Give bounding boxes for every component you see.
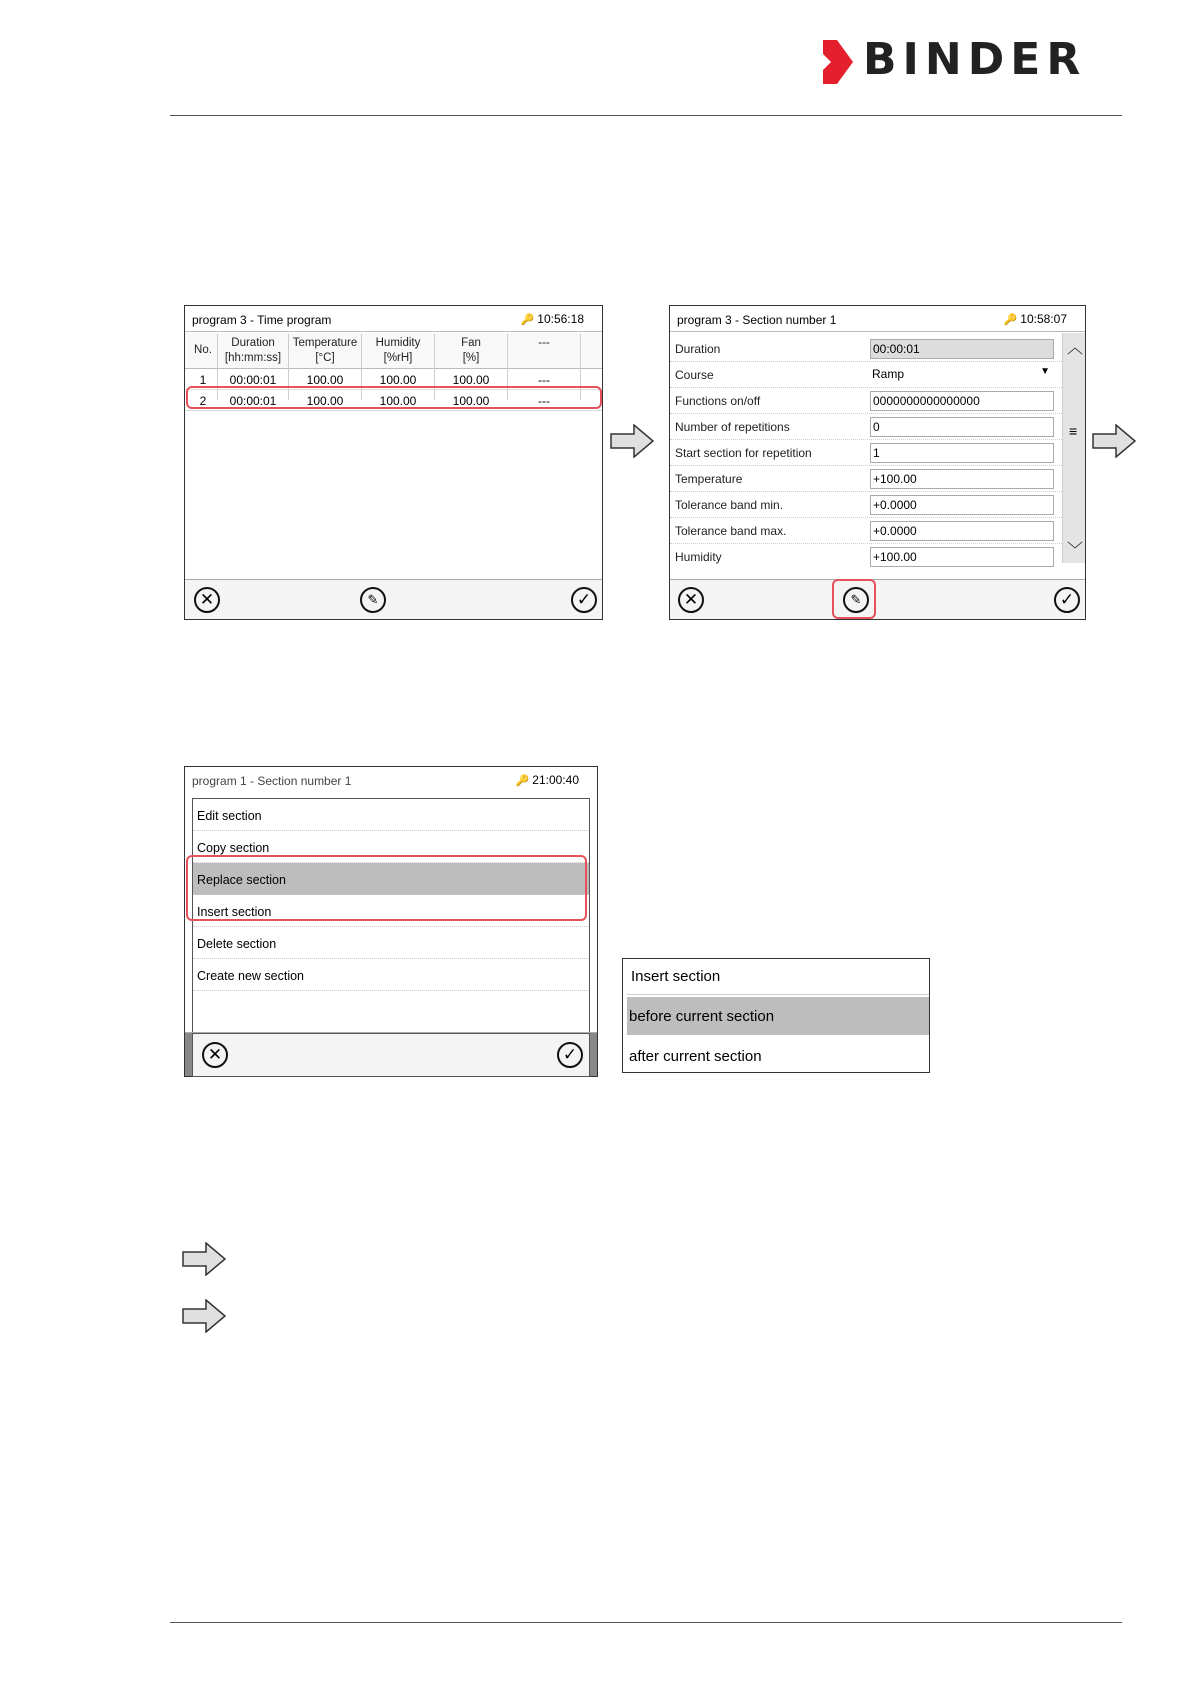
- col-duration: Duration [hh:mm:ss]: [224, 337, 282, 364]
- cancel-icon[interactable]: ✕: [202, 1042, 228, 1068]
- col-temperature: Temperature [°C]: [292, 337, 358, 364]
- param-value[interactable]: 1: [870, 443, 1054, 463]
- menu-item-delete[interactable]: Delete section: [193, 927, 589, 959]
- screen-title-bar: [185, 306, 602, 332]
- highlight-replace-insert: [186, 855, 587, 921]
- scroll-handle-icon[interactable]: ≡: [1069, 423, 1078, 439]
- dropdown-icon: ▼: [1040, 366, 1050, 377]
- scroll-up-icon[interactable]: ︿: [1067, 340, 1084, 357]
- section-edit-screen: [669, 305, 1086, 620]
- next-arrow-icon: [1092, 424, 1136, 458]
- screen-footer: [185, 579, 602, 619]
- lock-key-icon: 🔑: [515, 775, 530, 787]
- clock: [516, 773, 579, 787]
- screen-title: program 1 - Section number 1: [192, 774, 352, 788]
- confirm-icon[interactable]: ✓: [557, 1042, 583, 1068]
- clock-time: 10:58:07: [1020, 312, 1067, 326]
- param-value[interactable]: +100.00: [870, 469, 1054, 489]
- menu-footer: [192, 1033, 590, 1077]
- col-fan: Fan [%]: [461, 337, 481, 364]
- col-no: No.: [194, 344, 212, 356]
- table-row[interactable]: 2 00:00:01 100.00 100.00 100.00 ---: [185, 390, 602, 411]
- brand-name: BINDER: [863, 34, 1087, 85]
- param-value[interactable]: +100.00: [870, 547, 1054, 567]
- clock-time: 21:00:40: [532, 773, 579, 787]
- clock: [1004, 312, 1067, 326]
- screen-title: program 3 - Time program: [192, 313, 332, 327]
- time-program-screen: [184, 305, 603, 620]
- clock-time: 10:56:18: [537, 312, 584, 326]
- param-value[interactable]: +0.0000: [870, 521, 1054, 541]
- table-row[interactable]: 1 00:00:01 100.00 100.00 100.00 ---: [185, 369, 602, 390]
- binder-logo-arrow-icon: [823, 40, 853, 84]
- screen-footer: [670, 579, 1085, 619]
- menu-item-copy[interactable]: Copy section: [193, 831, 589, 863]
- highlight-row-2: [186, 386, 602, 409]
- col-extra: ---: [538, 337, 550, 349]
- course-select[interactable]: Ramp ▼: [872, 366, 1050, 381]
- param-row: Duration 00:00:01: [670, 336, 1062, 362]
- next-arrow-icon: [182, 1299, 226, 1333]
- option-before-current[interactable]: before current section: [627, 997, 929, 1035]
- header-rule: [170, 115, 1122, 116]
- param-row: Course Ramp ▼: [670, 362, 1062, 388]
- param-row: Tolerance band min. +0.0000: [670, 492, 1062, 518]
- table-header: [185, 333, 602, 369]
- edit-icon[interactable]: ✎: [843, 587, 869, 613]
- param-row: Start section for repetition 1: [670, 440, 1062, 466]
- confirm-icon[interactable]: ✓: [571, 587, 597, 613]
- lock-key-icon: 🔑: [1003, 314, 1018, 326]
- binder-logo: [823, 34, 1123, 86]
- edit-icon[interactable]: ✎: [360, 587, 386, 613]
- col-humidity: Humidity [%rH]: [375, 337, 421, 364]
- scroll-down-icon[interactable]: ﹀: [1067, 542, 1084, 559]
- next-arrow-icon: [610, 424, 654, 458]
- menu-item-create[interactable]: Create new section: [193, 959, 589, 991]
- next-arrow-icon: [182, 1242, 226, 1276]
- param-row: Functions on/off 0000000000000000: [670, 388, 1062, 414]
- cancel-icon[interactable]: ✕: [678, 587, 704, 613]
- screen-title: program 3 - Section number 1: [677, 313, 837, 327]
- clock: [521, 312, 584, 326]
- highlight-edit-button: [832, 579, 876, 619]
- scrollbar[interactable]: [1062, 333, 1085, 563]
- insert-section-popup: [622, 958, 930, 1073]
- confirm-icon[interactable]: ✓: [1054, 587, 1080, 613]
- footer-rule: [170, 1622, 1122, 1623]
- param-value[interactable]: 0: [870, 417, 1054, 437]
- param-row: Humidity +100.00: [670, 544, 1062, 564]
- option-after-current[interactable]: after current section: [629, 1048, 762, 1065]
- popup-title: Insert section: [627, 959, 929, 995]
- param-value[interactable]: 0000000000000000: [870, 391, 1054, 411]
- param-value[interactable]: +0.0000: [870, 495, 1054, 515]
- cancel-icon[interactable]: ✕: [194, 587, 220, 613]
- menu-item-insert[interactable]: Insert section: [193, 895, 589, 927]
- screen-title-bar: [185, 767, 597, 793]
- lock-key-icon: 🔑: [520, 314, 535, 326]
- param-row: Temperature +100.00: [670, 466, 1062, 492]
- section-menu-screen: [184, 766, 598, 1077]
- param-value[interactable]: 00:00:01: [870, 339, 1054, 359]
- param-row: Number of repetitions 0: [670, 414, 1062, 440]
- param-row: Tolerance band max. +0.0000: [670, 518, 1062, 544]
- screen-footer: [185, 1032, 597, 1076]
- menu-item-replace[interactable]: Replace section: [193, 863, 589, 895]
- screen-title-bar: [670, 306, 1085, 332]
- menu-item-edit[interactable]: Edit section: [193, 799, 589, 831]
